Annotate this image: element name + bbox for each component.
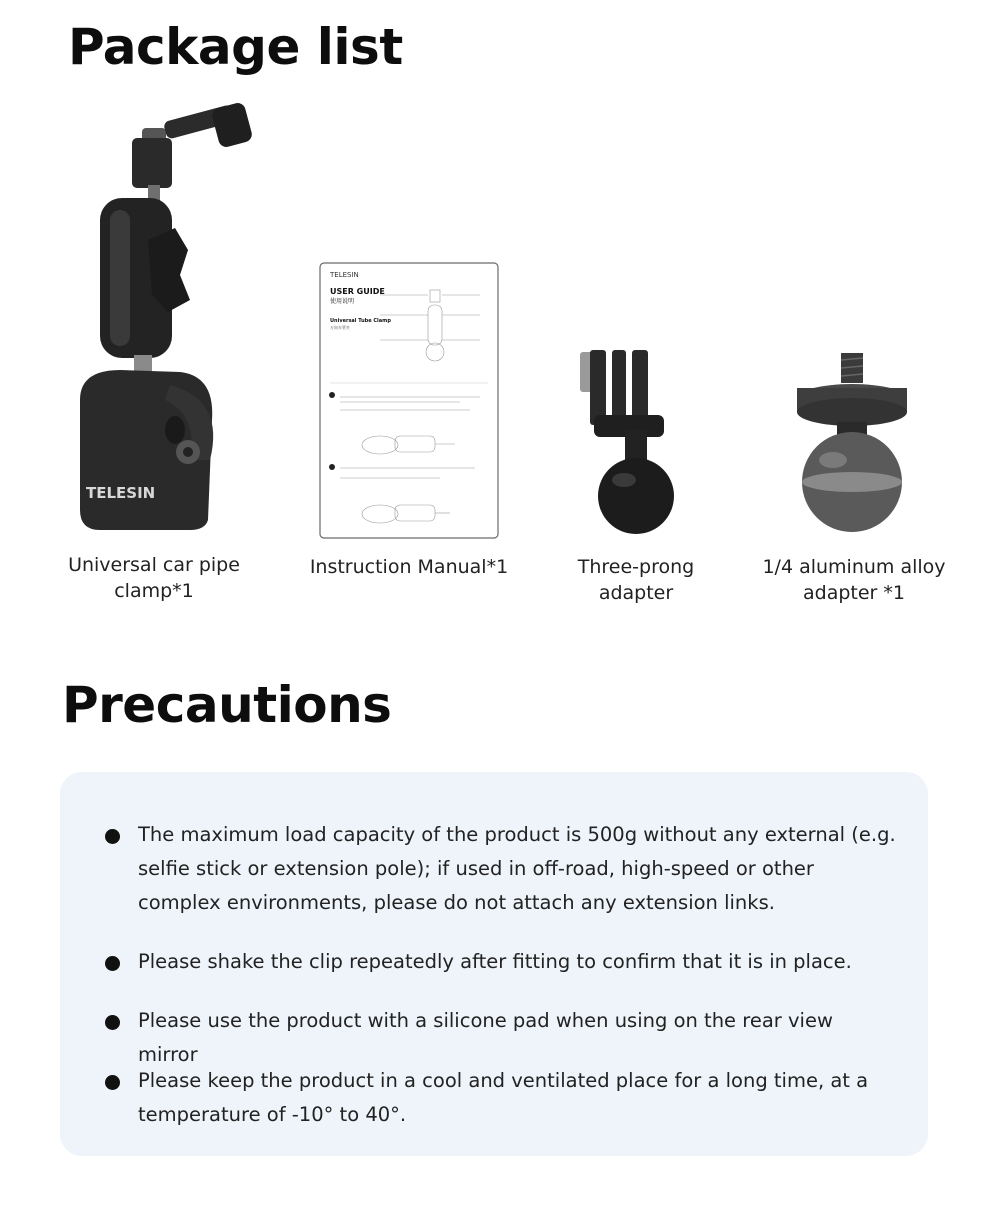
package-item-label: Instruction Manual*1 xyxy=(309,556,509,578)
manual-subtitle: Universal Tube Clamp xyxy=(330,318,391,324)
clamp-brand-text: TELESIN xyxy=(86,484,156,502)
precaution-text: The maximum load capacity of the product is 500g without any external (e.g. selfie stick or extension pole); if used in off-road, high-speed or other complex environments, please do not attach any extension links. xyxy=(138,823,896,914)
manual-heading: USER GUIDE xyxy=(330,287,385,296)
package-item-aluminum-adapter xyxy=(745,100,963,620)
precautions-title: Precautions xyxy=(62,676,392,734)
user-guide-booklet-image xyxy=(290,100,528,550)
precaution-text: Please keep the product in a cool and ventilated place for a long time, at a temperature of -10° to 40°. xyxy=(138,1069,869,1126)
package-item-manual xyxy=(290,100,528,620)
package-item-label: Universal car pipe clamp*1 xyxy=(68,554,240,602)
bullet-dot-icon xyxy=(105,956,120,971)
package-item-three-prong xyxy=(550,100,722,620)
bullet-dot-icon xyxy=(105,1015,120,1030)
package-item-pipe-clamp xyxy=(40,100,268,620)
quarter-inch-ball-adapter-image xyxy=(745,100,963,550)
precaution-text: Please use the product with a silicone pad when using on the rear view mirror xyxy=(138,1009,833,1066)
manual-brand: TELESIN xyxy=(330,271,359,279)
manual-heading-cn: 使用说明 xyxy=(330,298,355,305)
precautions-panel xyxy=(60,772,928,1156)
bullet-dot-icon xyxy=(105,829,120,844)
three-prong-ball-adapter-image xyxy=(550,100,722,550)
precaution-text: Please shake the clip repeatedly after fitting to confirm that it is in place. xyxy=(138,950,852,973)
bullet-dot-icon xyxy=(105,1075,120,1090)
package-list-title: Package list xyxy=(68,18,403,76)
package-item-label: 1/4 aluminum alloy adapter *1 xyxy=(762,556,946,604)
package-item-label: Three-prong adapter xyxy=(577,556,695,604)
tube-clamp-mount-image xyxy=(40,100,268,550)
manual-subtitle-cn: 万向车管夹 xyxy=(330,325,350,330)
